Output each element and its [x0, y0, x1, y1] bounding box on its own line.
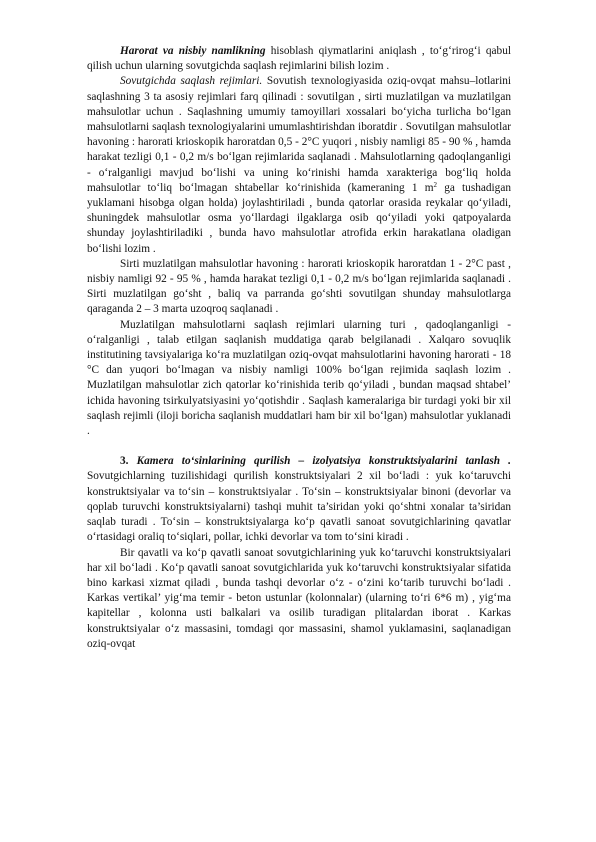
paragraph-6 [87, 546, 511, 652]
paragraph-2-text-before: Sovutish texnologiyasida oziq-ovqat mahsu–lotlarini saqlashning 3 ta asosiy rejimlari farq qilinadi : sovutilgan , sirti muzlatilgan va muzlatilgan mahsulotlar uchun . Saqlashning umumiy tamoyillari xossalari bo‘yicha turlicha bo‘lgan mahsulotlarni saqlash texnologiyalarini umumlashtirishdan iboratdir . Sovutilgan mahsulotlar havoning : harorati krioskopik haroratdan 0,5 - 2°C yuqori , nisbiy namligi 85 - 90 % , hamda harakat tezligi 0,1 - 0,2 m/s bo‘lgan rejimlarida saqlanadi . Mahsulotlarning qadoqlanganligi - o‘ralganligi mavjud bo‘lishi va uning ko‘rinishi hamda xarakteriga bog‘liq holda mahsulotlar to‘liq bo‘lmagan shtabellar ko‘rinishida (kameraning 1 m [87, 75, 511, 194]
paragraph-1 [87, 44, 511, 74]
paragraph-3 [87, 257, 511, 318]
paragraph-1-lead: Harorat va nisbiy namlikning [120, 45, 266, 57]
paragraph-1-text: hisoblash qiymatlarini aniqlash , to‘g‘rirog‘i qabul qilish uchun ularning sovutgichda saqlash rejimlarini bilish lozim . [87, 45, 511, 73]
section-3-text: Sovutgichlarning tuzilishidagi qurilish konstruktsiyalari 2 xil bo‘ladi : yuk ko‘taruvchi konstruktsiyalar va to‘sin – konstruktsiyalar . To‘sin – konstruktsiyalar binoni (devorlar va qoplab turuvchi konstruktsiyalarni) tashqi muhit ta’siridan yoki qo‘shtni xonalar ta’siridan saqlab turadi . To‘sin – konstruktsiyalarga ko‘p qavatli sanoat sovutgichlarining qavatlar o‘rtasidagi oraliq to‘siqlari, pollar, ichki devorlar va tom to‘sini kiradi . [87, 470, 511, 544]
paragraph-4-text: Muzlatilgan mahsulotlarni saqlash rejimlari ularning turi , qadoqlanganligi - o‘ralganligi , talab etilgan saqlanish muddatiga qarab belgilanadi . Xalqaro sovuqlik institutining tavsiyalariga ko‘ra muzlatilgan oziq-ovqat mahsulotlarini havoning harorati - 18 °C dan yuqori bo‘lmagan va nisbiy namligi 100% bo‘lgan rejimida saqlash lozim . Muzlatilgan mahsulotlar zich qatorlar ko‘rinishida terib qo‘yiladi , bundan maqsad shtabel’ ichida havoning tsirkulyatsiyasini yo‘qotishdir . Saqlash kameralariga bir turdagi yoki bir xil saqlash rejimli (iloji boricha saqlanish muddatlari ham bir xil bo‘lgan) mahsulotlar yuklanadi . [87, 318, 511, 438]
section-number: 3. [120, 455, 129, 468]
paragraph-2-lead: Sovutgichda saqlash rejimlari. [120, 75, 263, 88]
paragraph-6-text: Bir qavatli va ko‘p qavatli sanoat sovutgichlarining yuk ko‘taruvchi konstruktsiyalari har xil bo‘ladi . Ko‘p qavatli sanoat sovutgichlarida yuk ko‘taruvchi konstruktsiyalar sifatida bino karkasi xizmat qiladi , bunda tashqi devorlar o‘z - o‘zini ko‘tarib turuvchi bo‘ladi . Karkas vertikal’ yig‘ma temir - beton ustunlar (kolonnalar) (ularning to‘ri 6*6 m) , yig‘ma kapitellar , kolonna usti balkalari va osilib turadigan plitalardan iborat . Karkas konstruktsiyalar o‘z massasini, tomdagi qor massasini, shamol yuklamasini, saqlanadigan oziq-ovqat [87, 546, 511, 650]
section-3-paragraph [87, 454, 511, 545]
document-page [87, 44, 511, 652]
paragraph-3-text: Sirti muzlatilgan mahsulotlar havoning : harorati krioskopik haroratdan 1 - 2°C past , nisbiy namligi 92 - 95 % , hamda harakat tezligi 0,1 - 0,2 m/s bo‘lgan rejimlarida saqlanadi . Sirti muzlatilgan go‘sht , baliq va parranda go‘shti sovutilgan shunday mahsulotlarga qaraganda 2 – 3 marta uzoqroq saqlanadi . [87, 257, 511, 316]
superscript-2: 2 [433, 180, 437, 189]
paragraph-2-text-after: ga tushadigan yuklamani hisobga olgan holda) joylashtiriladi , bunda qatorlar orasida reykalar qo‘yiladi, shuningdek mahsulotlar osma yo‘llardagi ilgaklarga osib qo‘yiladi yoki qatpoyalarda shunday joylashtiriladiki , bunda havo mahsulotlar atrofida erkin harakatlana oladigan bo‘lishi lozim . [87, 181, 511, 255]
paragraph-2 [87, 74, 511, 256]
section-3-heading: Kamera to‘sinlarining qurilish – izolyatsiya konstruktsiyalarini tanlash . [128, 455, 511, 468]
paragraph-4 [87, 318, 511, 440]
